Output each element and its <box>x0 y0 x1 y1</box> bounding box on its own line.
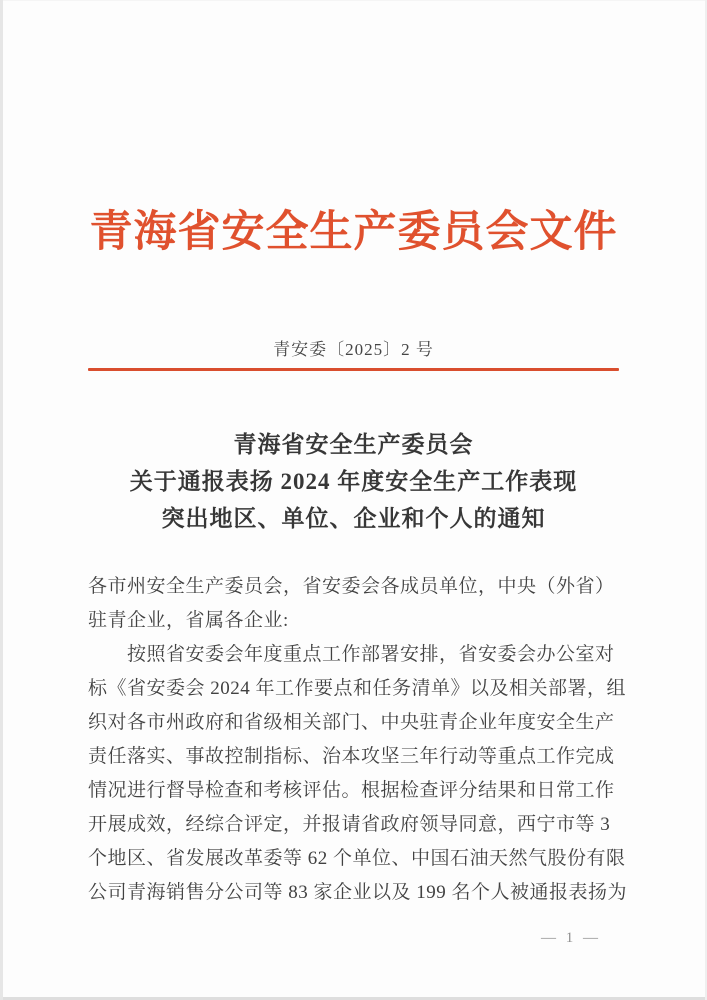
document-header-org-title: 青海省安全生产委员会文件 <box>89 209 618 256</box>
body-line: 按照省安委会年度重点工作部署安排，省安委会办公室对 <box>127 644 615 665</box>
document-title-line-2: 关于通报表扬 2024 年度安全生产工作表现 <box>129 469 578 494</box>
red-divider-line <box>88 368 619 371</box>
document-body <box>88 570 628 910</box>
body-line: 情况进行督导检查和考核评估。根据检查评分结果和日常工作 <box>88 780 615 801</box>
page-number: — 1 — <box>541 930 601 946</box>
document-title-line-1: 青海省安全生产委员会 <box>233 432 474 457</box>
body-line: 标《省安委会 2024 年工作要点和任务清单》以及相关部署，组 <box>88 678 627 699</box>
document-title-line-3: 突出地区、单位、企业和个人的通知 <box>161 506 546 531</box>
body-line: 驻青企业，省属各企业: <box>88 610 289 631</box>
body-line: 公司青海销售分公司等 83 家企业以及 199 名个人被通报表扬为 <box>88 882 628 903</box>
document-title <box>0 426 707 537</box>
body-line: 织对各市州政府和省级相关部门、中央驻青企业年度安全生产 <box>88 712 615 733</box>
document-number: 青安委〔2025〕2 号 <box>273 340 434 359</box>
body-line: 个地区、省发展改革委等 62 个单位、中国石油天然气股份有限 <box>88 848 626 869</box>
body-line: 开展成效，经综合评定，并报请省政府领导同意，西宁市等 3 <box>88 814 611 835</box>
body-line: 责任落实、事故控制指标、治本攻坚三年行动等重点工作完成 <box>88 746 615 767</box>
body-line: 各市州安全生产委员会，省安委会各成员单位，中央（外省） <box>88 576 615 597</box>
